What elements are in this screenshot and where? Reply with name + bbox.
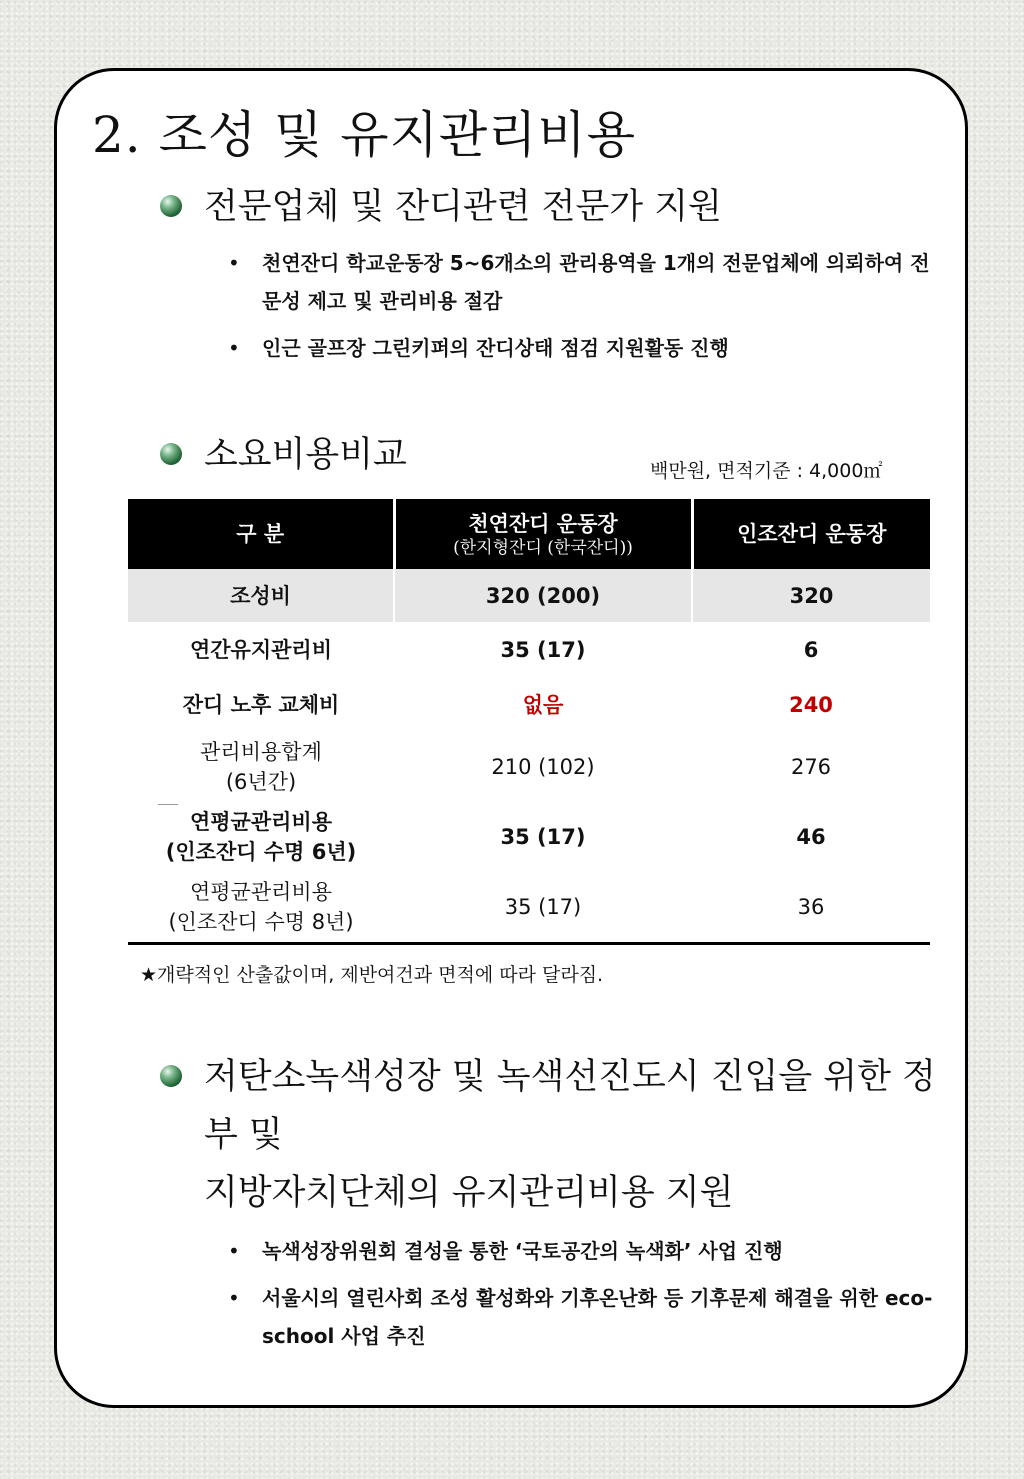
unit-note: 백만원, 면적기준 : 4,000㎡ <box>650 460 883 482</box>
table-row: 연간유지관리비 35 (17) 6 <box>189 637 819 662</box>
list-item: • 서울시의 열린사회 조성 활성화와 기후온난화 등 기후문제 해결을 위한 eco-school 사업 추진 <box>228 1279 940 1355</box>
list-item: • 녹색성장위원회 결성을 통한 ‘국토공간의 녹색화’ 사업 진행 <box>228 1232 940 1270</box>
green-ball-bullet-icon <box>160 195 182 217</box>
table-row: 관리비용합계 (6년간) 210 (102) 276 <box>200 740 832 794</box>
header-natural-turf: 천연잔디 운동장 (한지형잔디 (한국잔디)) <box>394 499 692 569</box>
footnote: ★개략적인 산출값이며, 제반여건과 면적에 따라 달라짐. <box>140 964 604 986</box>
section-heading-expert-support: 전문업체 및 잔디관련 전문가 지원 <box>160 178 940 236</box>
green-ball-bullet-icon <box>160 1065 182 1087</box>
bullet-dot-icon: • <box>228 1239 240 1263</box>
section-heading-cost-comparison: 소요비용비교 <box>160 426 940 484</box>
table-row: 잔디 노후 교체비 없음 240 <box>182 692 833 717</box>
list-item: • 천연잔디 학교운동장 5~6개소의 관리용역을 1개의 전문업체에 의뢰하여 전문성 제고 및 관리비용 절감 <box>228 244 940 320</box>
page-title: 2. 조성 및 유지관리비용 <box>92 106 637 164</box>
expert-support-list <box>228 244 940 376</box>
green-ball-bullet-icon <box>160 443 182 465</box>
bullet-dot-icon: • <box>228 1286 240 1310</box>
government-support-list <box>228 1232 940 1364</box>
section-heading-government-support: 저탄소녹색성장 및 녹색선진도시 진입을 위한 정 부 및 지방자치단체의 유지관리비용 지원 <box>160 1048 940 1222</box>
cost-comparison-table <box>128 499 930 945</box>
bullet-dot-icon: • <box>228 251 240 275</box>
divider <box>158 804 178 805</box>
table-header-row <box>128 499 930 569</box>
table-row: 조성비 320 (200) 320 <box>128 569 930 622</box>
list-item: • 인근 골프장 그린키퍼의 잔디상태 점검 지원활동 진행 <box>228 329 940 367</box>
header-category: 구 분 <box>128 499 394 569</box>
header-artificial-turf: 인조잔디 운동장 <box>692 499 930 569</box>
table-row: 연평균관리비용 (인조잔디 수명 6년) 35 (17) 46 <box>165 810 826 864</box>
table-row: 연평균관리비용 (인조잔디 수명 8년) 35 (17) 36 <box>128 872 930 944</box>
bullet-dot-icon: • <box>228 336 240 360</box>
